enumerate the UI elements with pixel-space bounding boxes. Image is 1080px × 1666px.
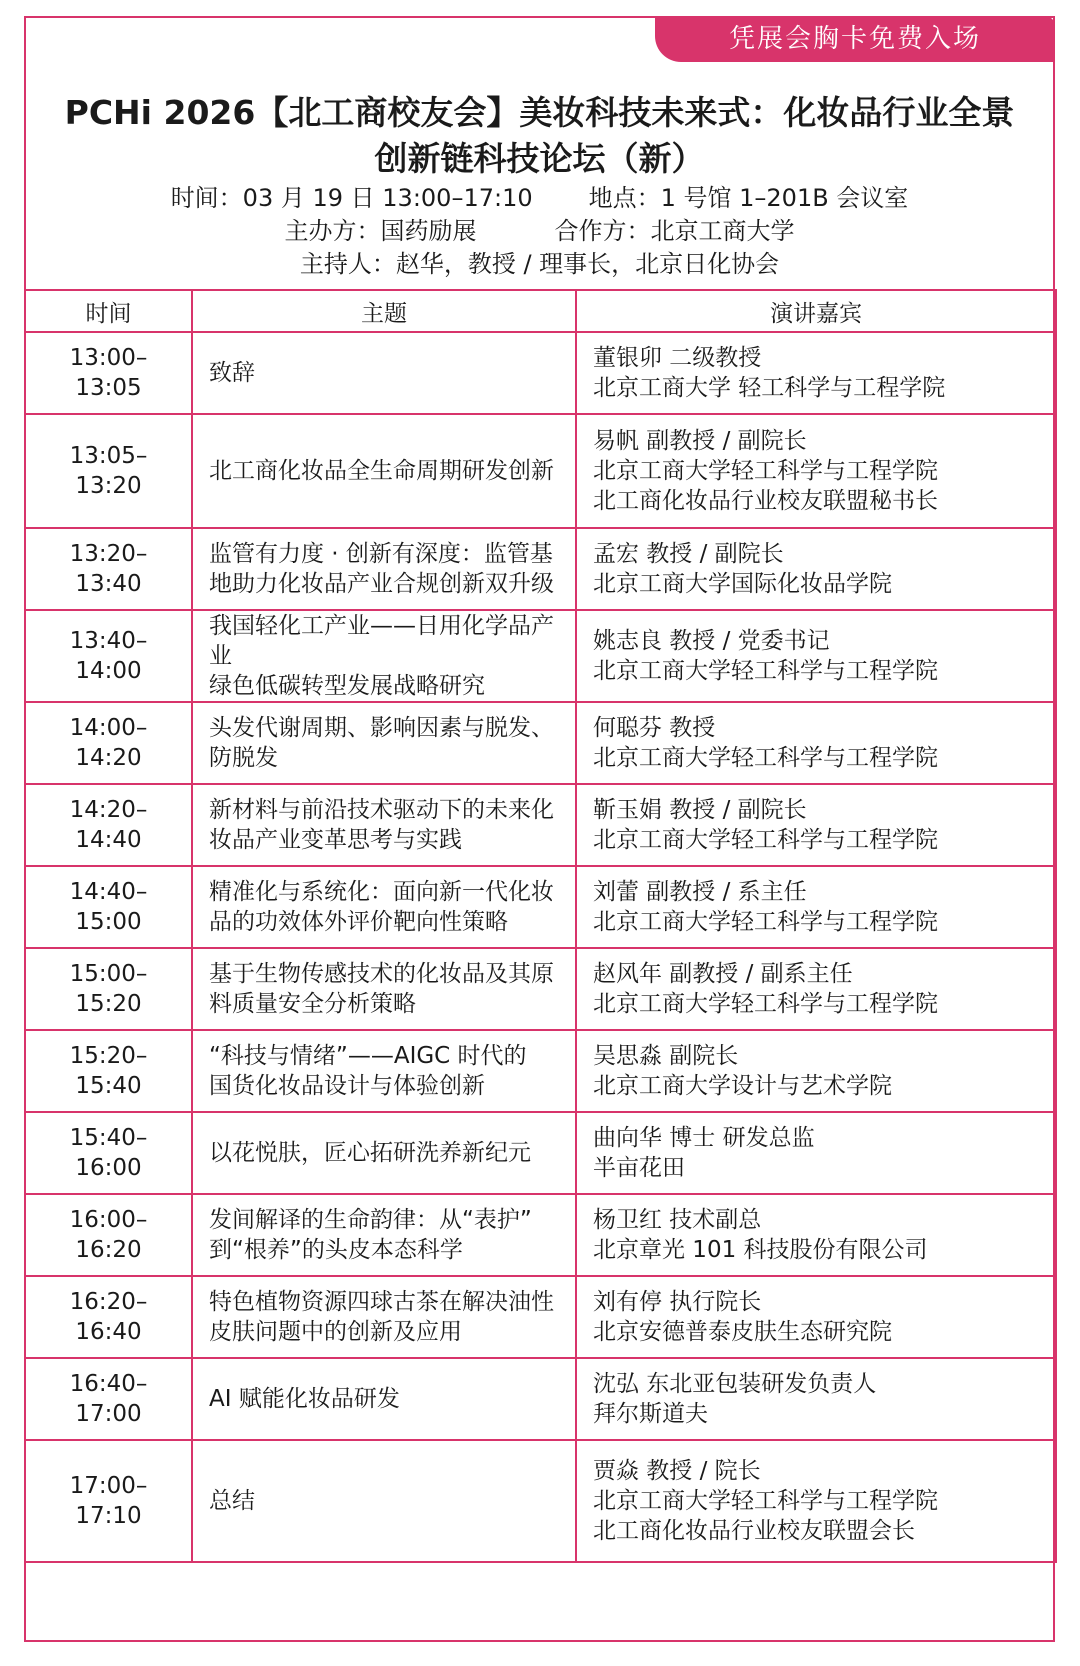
- speaker-line: 北京工商大学轻工科学与工程学院: [593, 658, 938, 684]
- topic-line: AI 赋能化妆品研发: [209, 1386, 400, 1412]
- forum-header: [26, 90, 1053, 281]
- speaker-line: 吴思淼 副院长: [593, 1043, 739, 1069]
- speaker-line: 拜尔斯道夫: [593, 1401, 708, 1427]
- topic-line: 以花悦肤，匠心拓研洗养新纪元: [209, 1140, 531, 1166]
- title-line-2: 创新链科技论坛（新）: [374, 139, 705, 178]
- session-topic: [192, 1030, 576, 1112]
- session-speaker: [576, 332, 1056, 414]
- info-time: 时间：03 月 19 日 13:00–17:10: [170, 184, 533, 212]
- topic-line: 新材料与前沿技术驱动下的未来化: [209, 797, 554, 823]
- info-row-organizers: [26, 215, 1053, 248]
- session-speaker: [576, 948, 1056, 1030]
- speaker-line: 北京工商大学轻工科学与工程学院: [593, 909, 938, 935]
- table-row: [25, 1112, 1056, 1194]
- session-time: 14:00–14:20: [25, 702, 192, 784]
- table-row: [25, 866, 1056, 948]
- speaker-line: 半亩花田: [593, 1155, 685, 1181]
- session-time: 16:40–17:00: [25, 1358, 192, 1440]
- topic-line: “科技与情绪”——AIGC 时代的: [209, 1043, 527, 1069]
- schedule-frame: [24, 16, 1055, 1642]
- session-topic: [192, 528, 576, 610]
- session-time: 15:40–16:00: [25, 1112, 192, 1194]
- session-time: 13:05–13:20: [25, 414, 192, 528]
- info-place: 地点：1 号馆 1–201B 会议室: [588, 184, 909, 212]
- session-topic: [192, 1194, 576, 1276]
- session-topic: [192, 610, 576, 702]
- table-row: [25, 702, 1056, 784]
- speaker-line: 北京工商大学国际化妆品学院: [593, 571, 892, 597]
- speaker-line: 北京工商大学轻工科学与工程学院: [593, 1488, 938, 1514]
- table-row: [25, 332, 1056, 414]
- info-partner: 合作方：北京工商大学: [554, 217, 795, 245]
- table-row: [25, 610, 1056, 702]
- topic-line: 到“根养”的头皮本态科学: [209, 1237, 463, 1263]
- speaker-line: 北工商化妆品行业校友联盟秘书长: [593, 488, 938, 514]
- session-speaker: [576, 414, 1056, 528]
- topic-line: 发间解译的生命韵律：从“表护”: [209, 1207, 532, 1233]
- speaker-line: 北京工商大学轻工科学与工程学院: [593, 745, 938, 771]
- topic-line: 绿色低碳转型发展战略研究: [209, 673, 485, 699]
- session-speaker: [576, 1358, 1056, 1440]
- info-host: 主持人：赵华，教授 / 理事长，北京日化协会: [299, 250, 780, 278]
- speaker-line: 北京工商大学轻工科学与工程学院: [593, 991, 938, 1017]
- session-speaker: [576, 1112, 1056, 1194]
- column-header-topic: 主题: [192, 290, 576, 332]
- table-row: [25, 1030, 1056, 1112]
- column-header-time: 时间: [25, 290, 192, 332]
- speaker-line: 杨卫红 技术副总: [593, 1207, 762, 1233]
- session-topic: [192, 948, 576, 1030]
- topic-line: 国货化妆品设计与体验创新: [209, 1073, 485, 1099]
- schedule-body: [25, 332, 1056, 1562]
- session-speaker: [576, 1030, 1056, 1112]
- topic-line: 监管有力度 · 创新有深度：监管基: [209, 541, 553, 567]
- session-topic: [192, 1276, 576, 1358]
- speaker-line: 贾焱 教授 / 院长: [593, 1458, 761, 1484]
- session-topic: [192, 866, 576, 948]
- session-time: 14:40–15:00: [25, 866, 192, 948]
- speaker-line: 何聪芬 教授: [593, 715, 716, 741]
- free-entry-badge: 凭展会胸卡免费入场: [655, 16, 1055, 62]
- table-row: [25, 1440, 1056, 1562]
- session-topic: [192, 1112, 576, 1194]
- topic-line: 特色植物资源四球古茶在解决油性: [209, 1289, 554, 1315]
- speaker-line: 赵风年 副教授 / 副系主任: [593, 961, 853, 987]
- table-header-row: [25, 290, 1056, 332]
- speaker-line: 刘蕾 副教授 / 系主任: [593, 879, 807, 905]
- session-speaker: [576, 1440, 1056, 1562]
- speaker-line: 姚志良 教授 / 党委书记: [593, 628, 830, 654]
- topic-line: 妆品产业变革思考与实践: [209, 827, 462, 853]
- info-row-host: [26, 248, 1053, 281]
- info-organizer: 主办方：国药励展: [284, 217, 477, 245]
- session-time: 17:00–17:10: [25, 1440, 192, 1562]
- session-speaker: [576, 1276, 1056, 1358]
- speaker-line: 易帆 副教授 / 副院长: [593, 428, 807, 454]
- session-speaker: [576, 702, 1056, 784]
- session-speaker: [576, 610, 1056, 702]
- info-row-time-place: [26, 182, 1053, 215]
- speaker-line: 北京安德普泰皮肤生态研究院: [593, 1319, 892, 1345]
- session-speaker: [576, 866, 1056, 948]
- session-speaker: [576, 784, 1056, 866]
- topic-line: 料质量安全分析策略: [209, 991, 416, 1017]
- session-time: 15:00–15:20: [25, 948, 192, 1030]
- table-row: [25, 1358, 1056, 1440]
- session-time: 16:00–16:20: [25, 1194, 192, 1276]
- speaker-line: 北京工商大学轻工科学与工程学院: [593, 458, 938, 484]
- topic-line: 精准化与系统化：面向新一代化妆: [209, 879, 554, 905]
- session-topic: [192, 414, 576, 528]
- speaker-line: 曲向华 博士 研发总监: [593, 1125, 815, 1151]
- topic-line: 地助力化妆品产业合规创新双升级: [209, 571, 554, 597]
- table-row: [25, 528, 1056, 610]
- session-time: 13:20–13:40: [25, 528, 192, 610]
- speaker-line: 北京工商大学轻工科学与工程学院: [593, 827, 938, 853]
- table-row: [25, 1194, 1056, 1276]
- speaker-line: 沈弘 东北亚包装研发负责人: [593, 1371, 877, 1397]
- speaker-line: 北工商化妆品行业校友联盟会长: [593, 1518, 915, 1544]
- speaker-line: 北京工商大学设计与艺术学院: [593, 1073, 892, 1099]
- speaker-line: 刘有停 执行院长: [593, 1289, 762, 1315]
- topic-line: 防脱发: [209, 745, 278, 771]
- table-row: [25, 948, 1056, 1030]
- speaker-line: 董银卯 二级教授: [593, 345, 762, 371]
- topic-line: 致辞: [209, 360, 255, 386]
- session-topic: [192, 1358, 576, 1440]
- session-topic: [192, 332, 576, 414]
- topic-line: 头发代谢周期、影响因素与脱发、: [209, 715, 554, 741]
- session-time: 14:20–14:40: [25, 784, 192, 866]
- session-topic: [192, 1440, 576, 1562]
- session-speaker: [576, 1194, 1056, 1276]
- session-time: 15:20–15:40: [25, 1030, 192, 1112]
- topic-line: 北工商化妆品全生命周期研发创新: [209, 458, 554, 484]
- topic-line: 我国轻化工产业——日用化学品产业: [209, 613, 554, 669]
- table-row: [25, 1276, 1056, 1358]
- topic-line: 总结: [209, 1488, 255, 1514]
- topic-line: 皮肤问题中的创新及应用: [209, 1319, 462, 1345]
- forum-title: [26, 90, 1053, 182]
- speaker-line: 北京章光 101 科技股份有限公司: [593, 1237, 928, 1263]
- table-row: [25, 784, 1056, 866]
- session-topic: [192, 784, 576, 866]
- schedule-table: [24, 289, 1057, 1563]
- session-time: 16:20–16:40: [25, 1276, 192, 1358]
- speaker-line: 北京工商大学 轻工科学与工程学院: [593, 375, 946, 401]
- session-topic: [192, 702, 576, 784]
- forum-info: [26, 182, 1053, 281]
- speaker-line: 孟宏 教授 / 副院长: [593, 541, 784, 567]
- column-header-speaker: 演讲嘉宾: [576, 290, 1056, 332]
- table-row: [25, 414, 1056, 528]
- topic-line: 品的功效体外评价靶向性策略: [209, 909, 508, 935]
- session-time: 13:40–14:00: [25, 610, 192, 702]
- session-time: 13:00–13:05: [25, 332, 192, 414]
- title-line-1: PCHi 2026【北工商校友会】美妆科技未来式：化妆品行业全景: [64, 93, 1015, 132]
- speaker-line: 靳玉娟 教授 / 副院长: [593, 797, 807, 823]
- session-speaker: [576, 528, 1056, 610]
- topic-line: 基于生物传感技术的化妆品及其原: [209, 961, 554, 987]
